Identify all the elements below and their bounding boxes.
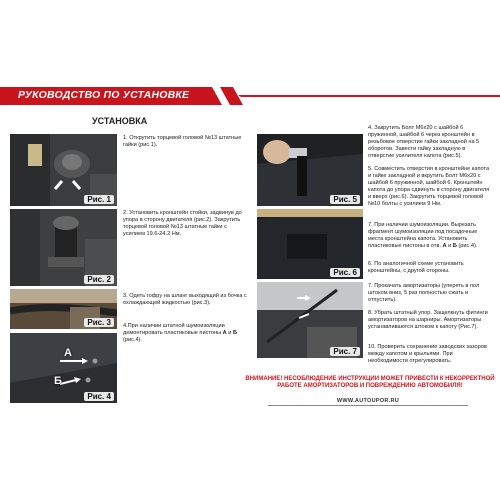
fig6-caption: Рис. 6	[330, 268, 360, 277]
photo-fig3	[10, 289, 117, 329]
step-r9-text: 8. Убрать штатный упор. Защелкнуть фитинги амортизаторов на шарниры. Амортизаторы устанавливаются штоком к капоту (Рис.7).	[368, 310, 490, 330]
photo-fig7	[257, 282, 363, 358]
step-r4-text: 4. Закрутить Болт М6х20 с шайбой 6 пружинной, шайбой 6 через кронштейн в резьбовое отверстие гайки закладной на 5 оборотов. Завести гайку закладную в отверстие усилителя капота (рис.5).	[368, 125, 481, 159]
step-r6-text-post: (рис.4).	[456, 243, 478, 249]
step-r6-pin-b: Б	[452, 243, 457, 249]
photo-fig1	[10, 134, 117, 206]
step-4-text-post: (рис.4).	[123, 330, 239, 343]
photo-fig6	[257, 209, 363, 279]
footer-divider	[268, 405, 468, 406]
step-r8-text: 7. Прокачать амортизаторы (упереть в пол штоком вниз, 5 раз полностью сжать и отпустить).	[368, 283, 481, 303]
step-3-text: 3. Одеть гофру на шланг выходящий из бочка с охлаждающей жидкостью (рис.3).	[123, 293, 249, 306]
step-r6-text-pre: 7. При наличии шумоизоляции. Вырезать фрагмент шумоизоляции под посадочные места кронштейна капота. Установить пластиковые пистоны в отв.	[368, 222, 479, 249]
fig3-caption: Рис. 3	[84, 318, 114, 327]
step-r5-text: 5. Совместить отверстия в кронштейне капота и гайке закладной и вкрутить Болт М6х20 с шайбой 6 пружинной, шайбой 6. Кронштейн капота до упора сдвинуть в сторону двигателя и вверх (рис.6). Закрутить торцевой головой №10 болты с усилием 9 Нм.	[368, 166, 491, 207]
step-2-text: 2. Установить кронштейн стойки, задвинув до упора в сторону двигателя (рис.2). Закрутить торцевой головой №13 штатные гайки с усилием 19.6-24.2 Нм.	[123, 210, 244, 237]
step-r7-text: 6. По аналогичной схеме установить кронштейны, с другой стороны.	[368, 261, 466, 274]
fig4-label-a: А	[64, 347, 72, 359]
step-r6-pin-a: А	[442, 243, 447, 249]
section-title: УСТАНОВКА	[92, 116, 148, 126]
step-4-text-and: и	[226, 330, 233, 336]
step-r10-text: 10. Проверить сохранение заводских зазоров между капотом и крыльями. При необходимости отрегулировать.	[368, 344, 489, 364]
step-4-pin-b: Б	[232, 330, 237, 336]
step-4-pin-a: А	[222, 330, 227, 336]
photo-fig2	[10, 209, 117, 286]
step-r6-text	[368, 222, 492, 250]
photo-fig4	[10, 333, 117, 403]
fig2-caption: Рис. 2	[84, 275, 114, 284]
step-1-text: 1. Открутить торцевой головой №13 штатные гайки (рис.1).	[123, 135, 243, 148]
website-link[interactable]: WWW.AUTOUPOR.RU	[336, 398, 400, 404]
step-r6-text-and: и	[446, 243, 453, 249]
photo-fig5	[257, 134, 363, 206]
step-4-text-pre: 4.При наличии штатной шумоизоляции демонтировать пластиковые пистоны	[123, 323, 227, 336]
fig4-caption: Рис. 4	[84, 392, 114, 401]
fig4-label-b: Б	[54, 375, 62, 387]
fig7-caption: Рис. 7	[330, 347, 360, 356]
page-title: РУКОВОДСТВО ПО УСТАНОВКЕ	[18, 89, 190, 101]
fig5-caption: Рис. 5	[330, 195, 360, 204]
fig1-caption: Рис. 1	[84, 195, 114, 204]
warning-text: ВНИМАНИЕ! НЕСОБЛЮДЕНИЕ ИНСТРУКЦИИ МОЖЕТ ПРИВЕСТИ К НЕКОРРЕКТНОЙ РАБОТЕ АМОРТИЗАТОРОВ И ПОВРЕЖДЕНИЮ АВТОМОБИЛЯ!	[245, 376, 495, 390]
step-4-text	[123, 323, 248, 344]
